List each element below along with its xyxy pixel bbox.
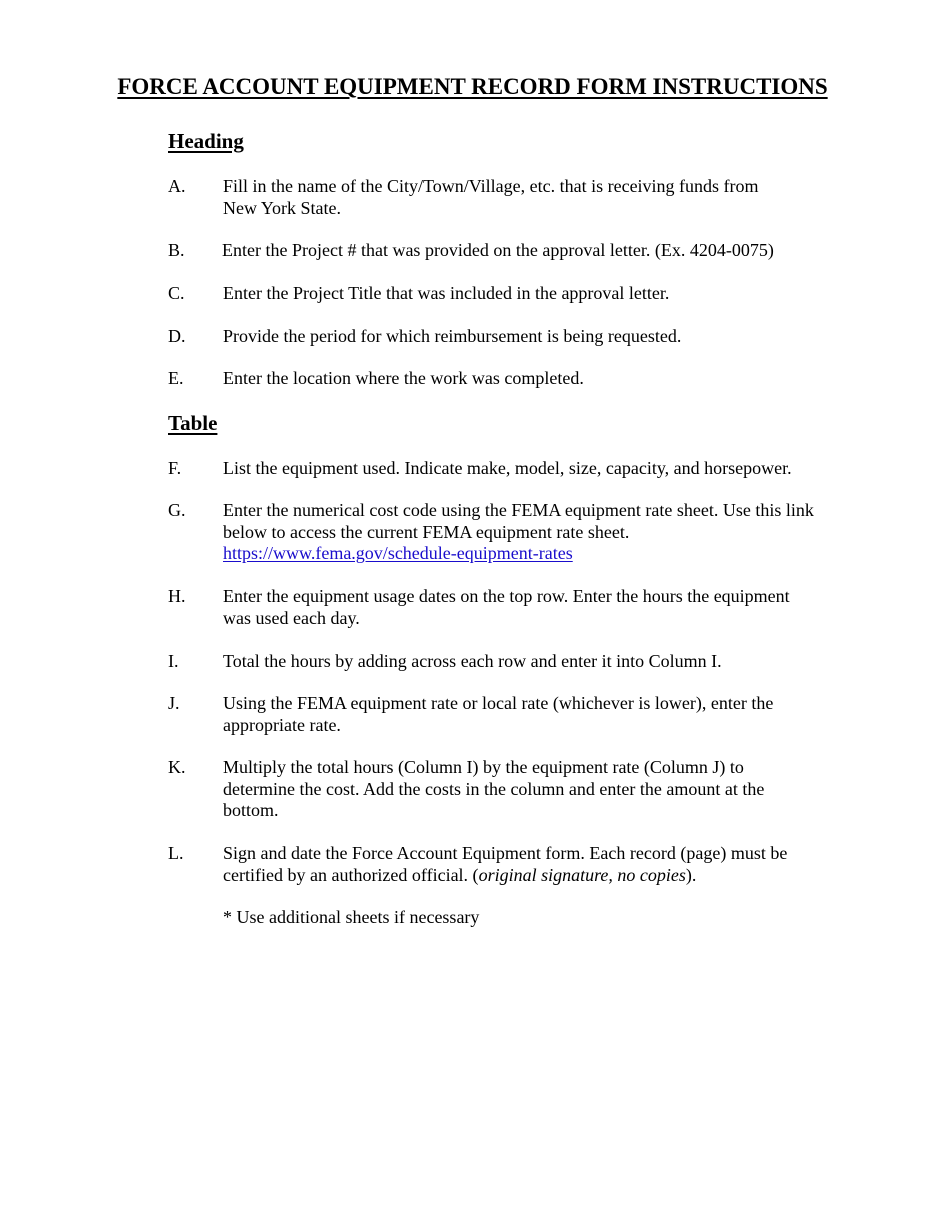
item-text-line: List the equipment used. Indicate make, model, size, capacity, and horsepower. [223,458,792,478]
item-text-line: bottom. [223,800,279,820]
item-text-line: New York State. [223,197,342,218]
item-text-line: Enter the numerical cost code using the FEMA equipment rate sheet. Use this link [223,500,814,520]
fema-rates-link[interactable]: https://www.fema.gov/schedule-equipment-rates [223,543,573,563]
item-text-line: Enter the location where the work was completed. [223,368,584,388]
certified-italic: original signature, no copies [478,864,686,885]
item-text-line: Enter the Project # that was provided on the approval letter. (Ex. 4204-0075) [222,240,774,260]
document-title: FORCE ACCOUNT EQUIPMENT RECORD FORM INSTRUCTIONS [117,74,828,99]
item-letter: B. [168,240,185,260]
section-heading-table: Table [168,411,218,435]
item-letter: J. [168,693,180,713]
section-heading-heading: Heading [168,129,244,153]
item-letter: I. [168,651,179,671]
item-text-line: Provide the period for which reimbursement is being requested. [223,326,682,346]
item-letter: A. [168,176,186,196]
item-text-line: Multiply the total hours (Column I) by the equipment rate (Column J) to [223,757,744,777]
item-text-line: Enter the Project Title that was included in the approval letter. [223,283,670,303]
item-letter: D. [168,326,186,346]
item-text-line: Fill in the name of the City/Town/Village, etc. that is receiving funds from [223,176,759,196]
certified-suffix: ). [685,864,697,885]
certified-prefix: certified by an authorized official. ( [223,864,479,885]
item-letter: G. [168,500,186,520]
item-letter: L. [168,843,184,863]
item-letter: F. [168,458,182,478]
item-text-line: Enter the equipment usage dates on the top row. Enter the hours the equipment [223,586,790,606]
item-letter: E. [168,368,184,388]
item-text-line: was used each day. [223,607,360,628]
item-text-line: appropriate rate. [223,714,341,735]
item-text-line: Total the hours by adding across each row and enter it into Column I. [223,651,722,671]
item-text-line-certified [223,865,843,887]
item-letter: C. [168,283,185,303]
item-text-line: Sign and date the Force Account Equipment form. Each record (page) must be [223,843,788,863]
item-text-line: determine the cost. Add the costs in the column and enter the amount at the [223,778,765,799]
item-text-line: Using the FEMA equipment rate or local rate (whichever is lower), enter the [223,693,774,713]
note-text: * Use additional sheets if necessary [223,907,480,927]
item-letter: K. [168,757,186,777]
item-letter: H. [168,586,186,606]
item-text-line: below to access the current FEMA equipment rate sheet. [223,521,630,542]
